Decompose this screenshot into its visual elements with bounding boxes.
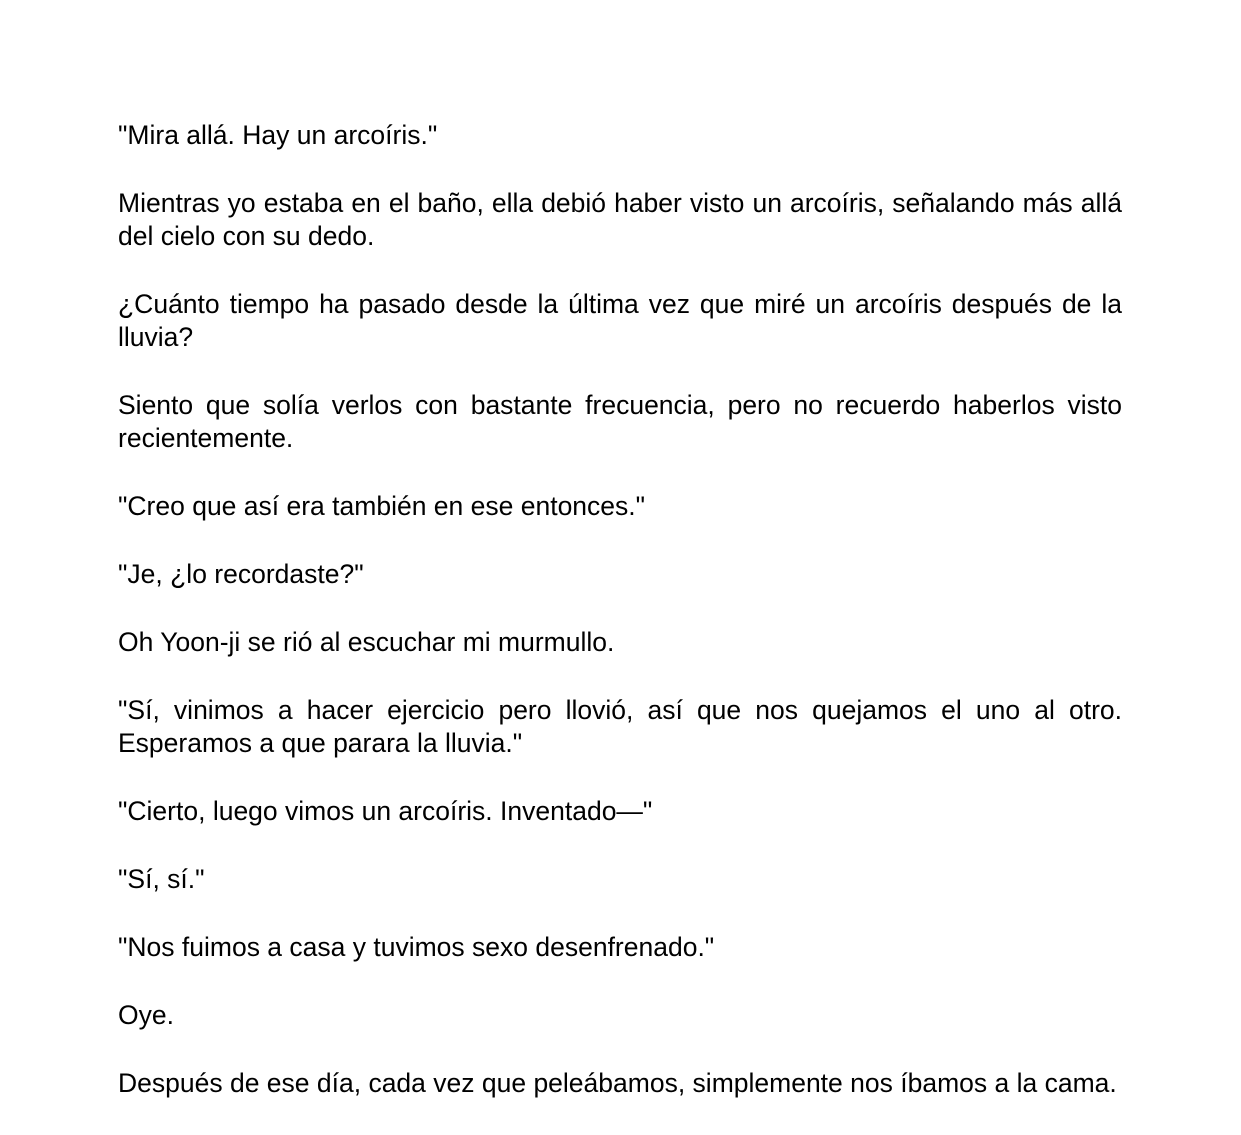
paragraph: "Nos fuimos a casa y tuvimos sexo desenfrenado." — [118, 932, 715, 962]
paragraph: "Sí, sí." — [118, 864, 205, 894]
paragraph: "Cierto, luego vimos un arcoíris. Inventado—" — [118, 796, 653, 826]
paragraph: Mientras yo estaba en el baño, ella debió haber visto un arcoíris, señalando más allá del cielo con su dedo. — [118, 188, 1122, 251]
paragraph: "Je, ¿lo recordaste?" — [118, 559, 364, 589]
paragraph: Oye. — [118, 1000, 174, 1030]
paragraph: Siento que solía verlos con bastante frecuencia, pero no recuerdo haberlos visto recientemente. — [118, 390, 1122, 453]
paragraph: Después de ese día, cada vez que peleábamos, simplemente nos íbamos a la cama. — [118, 1068, 1117, 1098]
document-page — [118, 119, 1122, 1135]
paragraph: ¿Cuánto tiempo ha pasado desde la última vez que miré un arcoíris después de la lluvia? — [118, 289, 1122, 352]
paragraph: "Mira allá. Hay un arcoíris." — [118, 120, 438, 150]
paragraph: "Creo que así era también en ese entonces." — [118, 491, 646, 521]
paragraph: Oh Yoon-ji se rió al escuchar mi murmullo. — [118, 627, 615, 657]
paragraph: "Sí, vinimos a hacer ejercicio pero llovió, así que nos quejamos el uno al otro. Esperamos a que parara la lluvia." — [118, 695, 1122, 758]
